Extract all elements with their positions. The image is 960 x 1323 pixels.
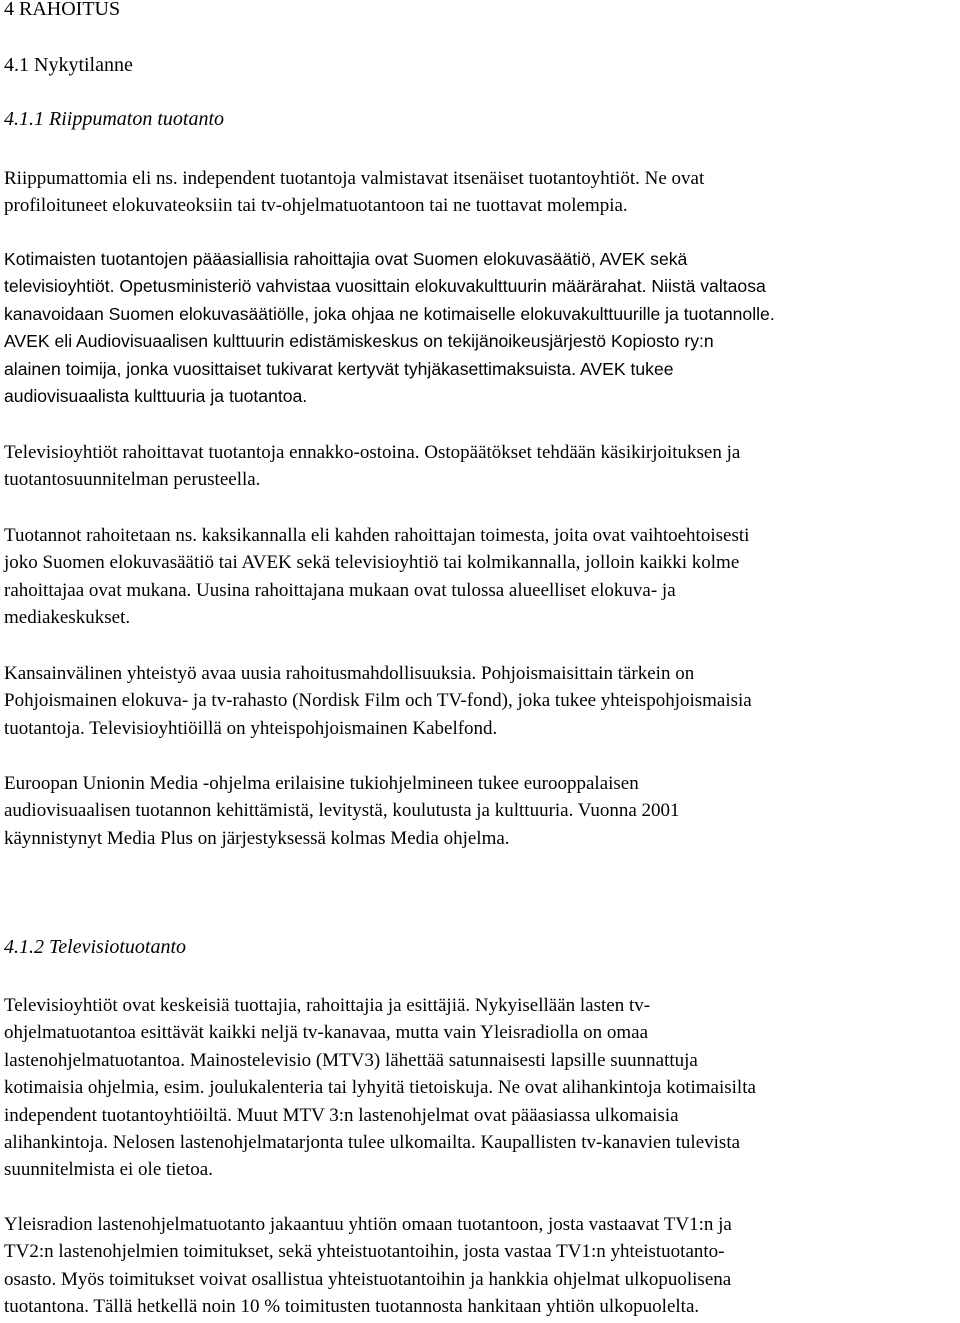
paragraph-kaksikanta: [4, 522, 944, 632]
text-line: tuotantona. Tällä hetkellä noin 10 % toimitusten tuotannosta hankitaan yhtiön ulkopuolelta.: [4, 1296, 700, 1318]
subsection-heading-televisiotuotanto: 4.1.2 Televisiotuotanto: [4, 936, 187, 958]
text-line: tuotantoja. Televisioyhtiöillä on yhteispohjoismainen Kabelfond.: [4, 717, 498, 739]
text-line: käynnistynyt Media Plus on järjestyksessä kolmas Media ohjelma.: [4, 827, 510, 849]
text-line: osasto. Myös toimitukset voivat osallistua yhteistuotantoihin ja hankkia ohjelmat ulkopuolisena: [4, 1268, 732, 1290]
text-line: Riippumattomia eli ns. independent tuotantoja valmistavat itsenäiset tuotantoyhtiöt. Ne ovat: [4, 168, 705, 189]
text-line: televisioyhtiöt. Opetusministeriö vahvistaa vuosittain elokuvakulttuurin määrärahat. Niistä valtaosa: [4, 276, 766, 297]
text-line: tuotantosuunnitelman perusteella.: [4, 469, 261, 491]
text-line: mediakeskukset.: [4, 607, 131, 629]
paragraph-ennakko-ostot: [4, 439, 944, 494]
text-line: Tuotannot rahoitetaan ns. kaksikannalla eli kahden rahoittajan toimesta, joita ovat vaihtoehtoisesti: [4, 525, 750, 546]
text-line: kotimaisia ohjelmia, esim. joulukalenteria tai lyhyitä tietoiskuja. Ne ovat alihankintoja kotimaisilta: [4, 1077, 756, 1099]
paragraph-yleisradio: [4, 1211, 944, 1321]
text-line: alainen toimija, jonka vuosittaiset tukivarat kertyvät tyhjäkasettimaksuista. AVEK tukee: [4, 358, 674, 379]
paragraph-independent: [4, 165, 944, 220]
paragraph-kansainvalinen: [4, 660, 944, 742]
chapter-heading: 4 RAHOITUS: [4, 0, 121, 20]
text-line: Kotimaisten tuotantojen pääasiallisia rahoittajia ovat Suomen elokuvasäätiö, AVEK sekä: [4, 249, 688, 269]
paragraph-media-ohjelma: [4, 770, 944, 852]
text-line: kanavoidaan Suomen elokuvasäätiölle, joka ohjaa ne kotimaiselle elokuvakulttuurille ja tuotannolle.: [4, 303, 775, 324]
text-line: Euroopan Unionin Media -ohjelma erilaisine tukiohjelmineen tukee eurooppalaisen: [4, 773, 639, 794]
text-line: alihankintoja. Nelosen lastenohjelmatarjonta tulee ulkomailta. Kaupallisten tv-kanavien tulevista: [4, 1132, 741, 1154]
text-line: profiloituneet elokuvateoksiin tai tv-ohjelmatuotantoon tai ne tuottavat molempia.: [4, 195, 628, 217]
text-line: Yleisradion lastenohjelmatuotanto jakaantuu yhtiön omaan tuotantoon, josta vastaavat TV1:n ja: [4, 1214, 732, 1235]
text-line: Televisioyhtiöt rahoittavat tuotantoja ennakko-ostoina. Ostopäätökset tehdään käsikirjoituksen ja: [4, 442, 741, 463]
text-line: AVEK eli Audiovisuaalisen kulttuurin edistämiskeskus on tekijänoikeusjärjestö Kopiosto ry:n: [4, 331, 714, 352]
text-line: joko Suomen elokuvasäätiö tai AVEK sekä televisioyhtiö tai kolmikannalla, jolloin kaikki kolme: [4, 552, 740, 574]
paragraph-televisioyhtiot: [4, 992, 944, 1184]
text-line: Televisioyhtiöt ovat keskeisiä tuottajia, rahoittajia ja esittäjiä. Nykyisellään lasten tv-: [4, 995, 651, 1016]
text-line: ohjelmatuotantoa esittävät kaikki neljä tv-kanavaa, mutta vain Yleisradiolla on omaa: [4, 1022, 649, 1044]
section-heading: 4.1 Nykytilanne: [4, 54, 133, 76]
text-line: suunnitelmista ei ole tietoa.: [4, 1159, 213, 1181]
paragraph-rahoittajat: [4, 246, 944, 410]
text-line: TV2:n lastenohjelmien toimitukset, sekä yhteistuotantoihin, josta vastaa TV1:n yhteistuotanto-: [4, 1241, 725, 1263]
text-line: audiovisuaalisen tuotannon kehittämistä, levitystä, koulutusta ja kulttuuria. Vuonna 2001: [4, 800, 680, 822]
text-line: Pohjoismainen elokuva- ja tv-rahasto (Nordisk Film och TV-fond), joka tukee yhteispohjoismaisia: [4, 690, 752, 712]
subsection-heading-riippumaton: 4.1.1 Riippumaton tuotanto: [4, 108, 224, 130]
text-line: rahoittajaa ovat mukana. Uusina rahoittajana mukaan ovat tulossa alueelliset elokuva- ja: [4, 579, 676, 601]
text-line: Kansainvälinen yhteistyö avaa uusia rahoitusmahdollisuuksia. Pohjoismaisittain tärkein on: [4, 663, 695, 684]
text-line: lastenohjelmatuotantoa. Mainostelevisio (MTV3) lähettää satunnaisesti lapsille suunnattuja: [4, 1049, 698, 1071]
text-line: independent tuotantoyhtiöiltä. Muut MTV 3:n lastenohjelmat ovat pääasiassa ulkomaisia: [4, 1104, 679, 1126]
text-line: audiovisuaalista kulttuuria ja tuotantoa.: [4, 386, 308, 407]
